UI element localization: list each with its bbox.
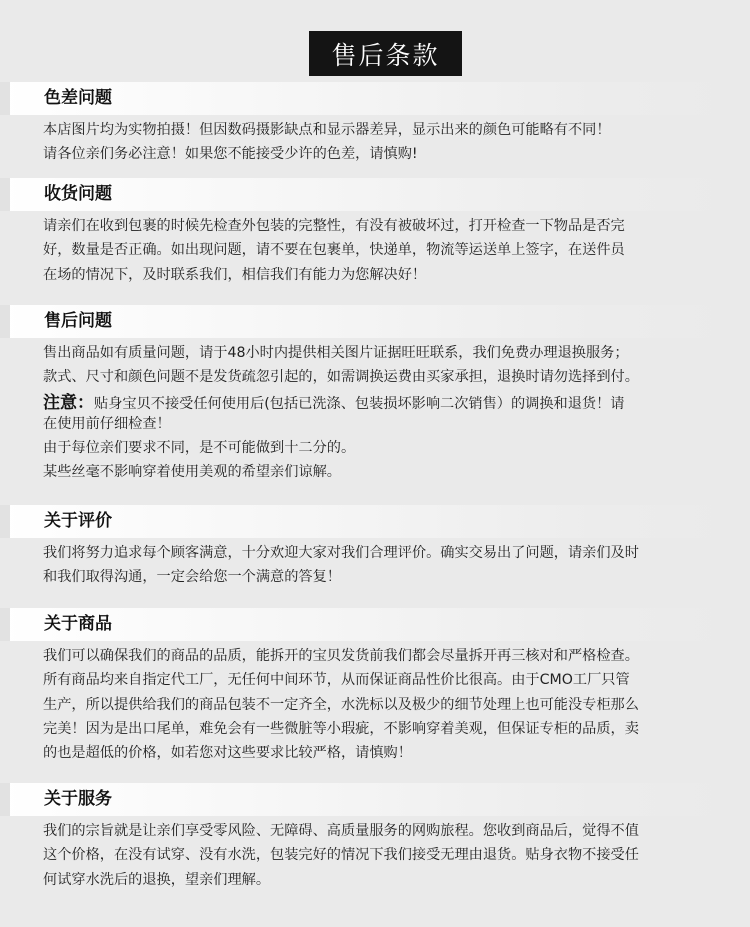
paragraph-line: 我们可以确保我们的商品的品质，能拆开的宝贝发货前我们都会尽量拆开再三核对和严格检查。	[43, 648, 639, 664]
paragraph-line: 生产，所以提供给我们的商品包装不一定齐全，水洗标以及极少的细节处理上也可能没专柜那么	[43, 696, 639, 713]
paragraph-line: 款式、尺寸和颜色问题不是发货疏忽引起的，如需调换运费由买家承担，退换时请勿选择到付。	[43, 369, 639, 386]
paragraph-line: 所有商品均来自指定代工厂，无任何中间环节，从而保证商品性价比很高。由于CMO工厂只管	[43, 672, 630, 689]
paragraph-line: 我们将努力追求每个顾客满意，十分欢迎大家对我们合理评价。确实交易出了问题，请亲们及时	[43, 545, 639, 561]
section-header-bar	[0, 608, 750, 641]
paragraph-line: 请各位亲们务必注意！如果您不能接受少许的色差，请慎购!	[43, 146, 418, 163]
paragraph-line: 完美！因为是出口尾单，难免会有一些微脏等小瑕疵，不影响穿着美观，但保证专柜的品质，卖	[43, 720, 639, 737]
section-color-difference	[0, 82, 750, 167]
section-header-bar	[0, 82, 750, 115]
paragraph-line: 何试穿水洗后的退换，望亲们理解。	[43, 871, 271, 888]
section-header-bar	[0, 305, 750, 338]
notice-text: 贴身宝贝不接受任何使用后(包括已洗涤、包装损坏影响二次销售）的调换和退货！请	[94, 395, 625, 412]
section-heading: 收货问题	[44, 184, 112, 204]
paragraph-line: 售出商品如有质量问题，请于48小时内提供相关图片证据旺旺联系，我们免费办理退换服务；	[43, 345, 629, 361]
paragraph-line: 好，数量是否正确。如出现问题，请不要在包裹单，快递单，物流等运送单上签字，在送件员	[43, 242, 625, 259]
section-body	[0, 115, 750, 167]
section-body	[0, 538, 750, 590]
section-after-sales	[0, 305, 750, 485]
paragraph-line: 某些丝毫不影响穿着使用美观的希望亲们谅解。	[43, 464, 341, 481]
paragraph-line: 由于每位亲们要求不同，是不可能做到十二分的。	[43, 440, 356, 457]
paragraph-line: 在场的情况下，及时联系我们，相信我们有能力为您解决好！	[43, 266, 427, 283]
section-body	[0, 816, 750, 892]
page-title: 售后条款	[309, 31, 462, 76]
section-service	[0, 783, 750, 892]
paragraph-line: 的也是超低的价格，如若您对这些要求比较严格，请慎购！	[43, 745, 412, 762]
paragraph-line: 在使用前仔细检查！	[43, 415, 171, 432]
section-body	[0, 211, 750, 287]
section-header-bar	[0, 178, 750, 211]
section-header-bar	[0, 505, 750, 538]
paragraph-line: 和我们取得沟通，一定会给您一个满意的答复！	[43, 569, 341, 586]
section-heading: 关于服务	[44, 789, 112, 809]
paragraph-line: 请亲们在收到包裹的时候先检查外包装的完整性，有没有被破坏过，打开检查一下物品是否完	[43, 218, 625, 234]
notice-label: 注意：	[43, 392, 94, 413]
section-body	[0, 641, 750, 765]
section-header-bar	[0, 783, 750, 816]
section-reviews	[0, 505, 750, 590]
section-heading: 售后问题	[44, 311, 112, 331]
section-heading: 关于商品	[44, 614, 112, 634]
section-body	[0, 338, 750, 485]
section-receiving	[0, 178, 750, 287]
section-heading: 色差问题	[44, 88, 112, 108]
section-heading: 关于评价	[44, 511, 112, 531]
paragraph-line: 我们的宗旨就是让亲们享受零风险、无障碍、高质量服务的网购旅程。您收到商品后，觉得不值	[43, 823, 639, 839]
paragraph-line: 这个价格，在没有试穿、没有水洗，包装完好的情况下我们接受无理由退货。贴身衣物不接受任	[43, 847, 639, 864]
paragraph-line: 本店图片均为实物拍摄！但因数码摄影缺点和显示器差异，显示出来的颜色可能略有不同！	[43, 122, 611, 138]
section-products	[0, 608, 750, 765]
